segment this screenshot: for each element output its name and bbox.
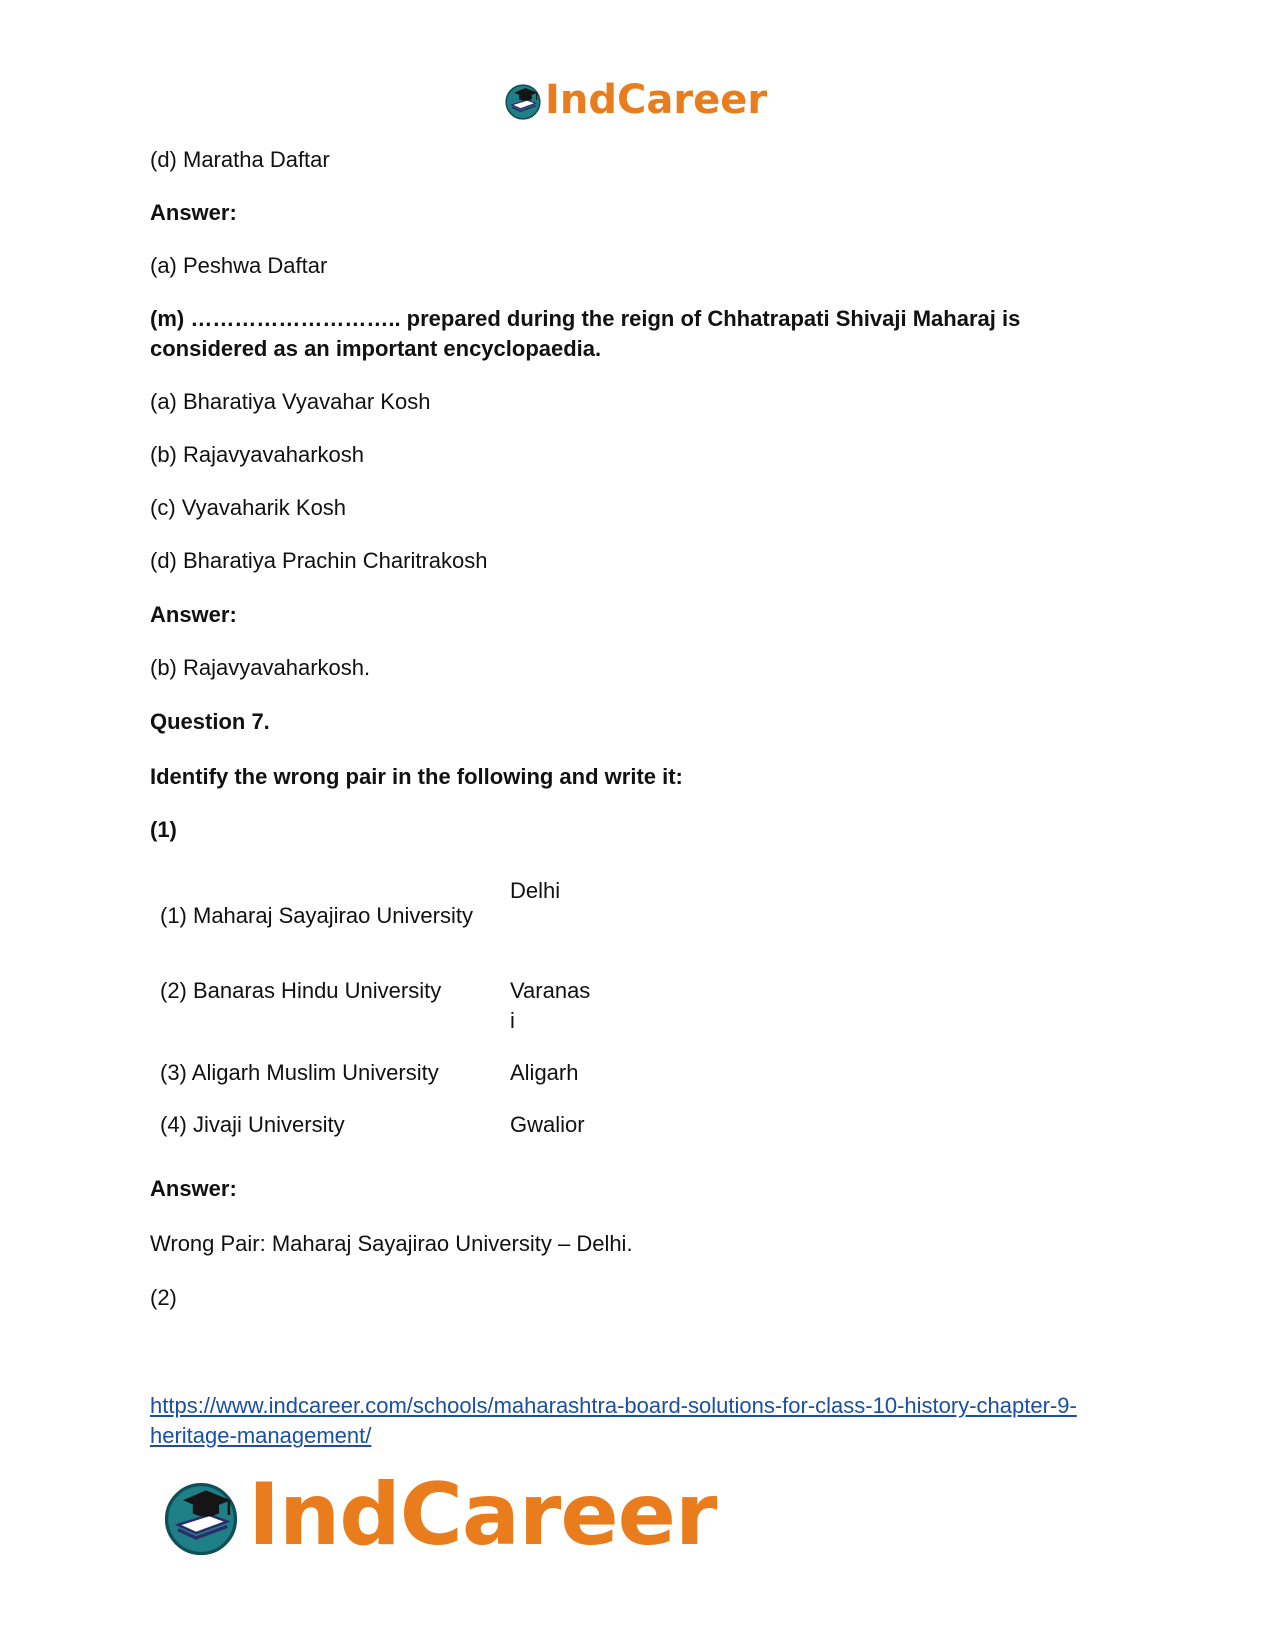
table-cell-university: (2) Banaras Hindu University (160, 978, 442, 1003)
table-cell-city-continued: i (510, 1008, 515, 1033)
source-link[interactable] (150, 1391, 1140, 1451)
graduation-cap-book-globe-icon (503, 80, 543, 120)
option-d: (d) Maratha Daftar (150, 147, 330, 172)
table-cell-university: (1) Maharaj Sayajirao University (160, 903, 473, 928)
question-heading: Question 7. (150, 709, 270, 734)
table-cell-city: Gwalior (510, 1112, 585, 1137)
answer-text: (b) Rajavyavaharkosh. (150, 655, 371, 680)
answer-label: Answer: (150, 602, 237, 627)
graduation-cap-book-globe-icon (160, 1474, 242, 1556)
answer-label: Answer: (150, 200, 237, 225)
option-b: (b) Rajavyavaharkosh (150, 442, 364, 467)
table-cell-university: (3) Aligarh Muslim University (160, 1060, 439, 1085)
option-a: (a) Bharatiya Vyavahar Kosh (150, 389, 431, 414)
option-d: (d) Bharatiya Prachin Charitrakosh (150, 548, 488, 573)
table-cell-city: Aligarh (510, 1060, 579, 1085)
answer-text: Wrong Pair: Maharaj Sayajirao University – Delhi. (150, 1231, 633, 1256)
answer-text: (a) Peshwa Daftar (150, 253, 328, 278)
footer-logo (160, 1465, 717, 1565)
option-c: (c) Vyavaharik Kosh (150, 495, 347, 520)
logo-wordmark: IndCareer (248, 1465, 717, 1565)
table-cell-city: Delhi (510, 878, 561, 903)
question-m: (m) ……………………….. prepared during the reign of Chhatrapati Shivaji Maharaj is considered as an important encyclopaedia. (150, 306, 1021, 361)
sub-question-number: (1) (150, 817, 177, 842)
source-link-line2[interactable]: heritage-management/ (150, 1423, 372, 1448)
table-cell-university: (4) Jivaji University (160, 1112, 345, 1137)
table-cell-city: Varanas (510, 978, 591, 1003)
logo-wordmark: IndCareer (545, 77, 768, 123)
question-instruction: Identify the wrong pair in the following and write it: (150, 764, 683, 789)
sub-question-number: (2) (150, 1285, 177, 1310)
header-logo (503, 77, 768, 123)
answer-label: Answer: (150, 1176, 237, 1201)
source-link-line1[interactable]: https://www.indcareer.com/schools/maharashtra-board-solutions-for-class-10-history-chapter-9- (150, 1393, 1077, 1418)
